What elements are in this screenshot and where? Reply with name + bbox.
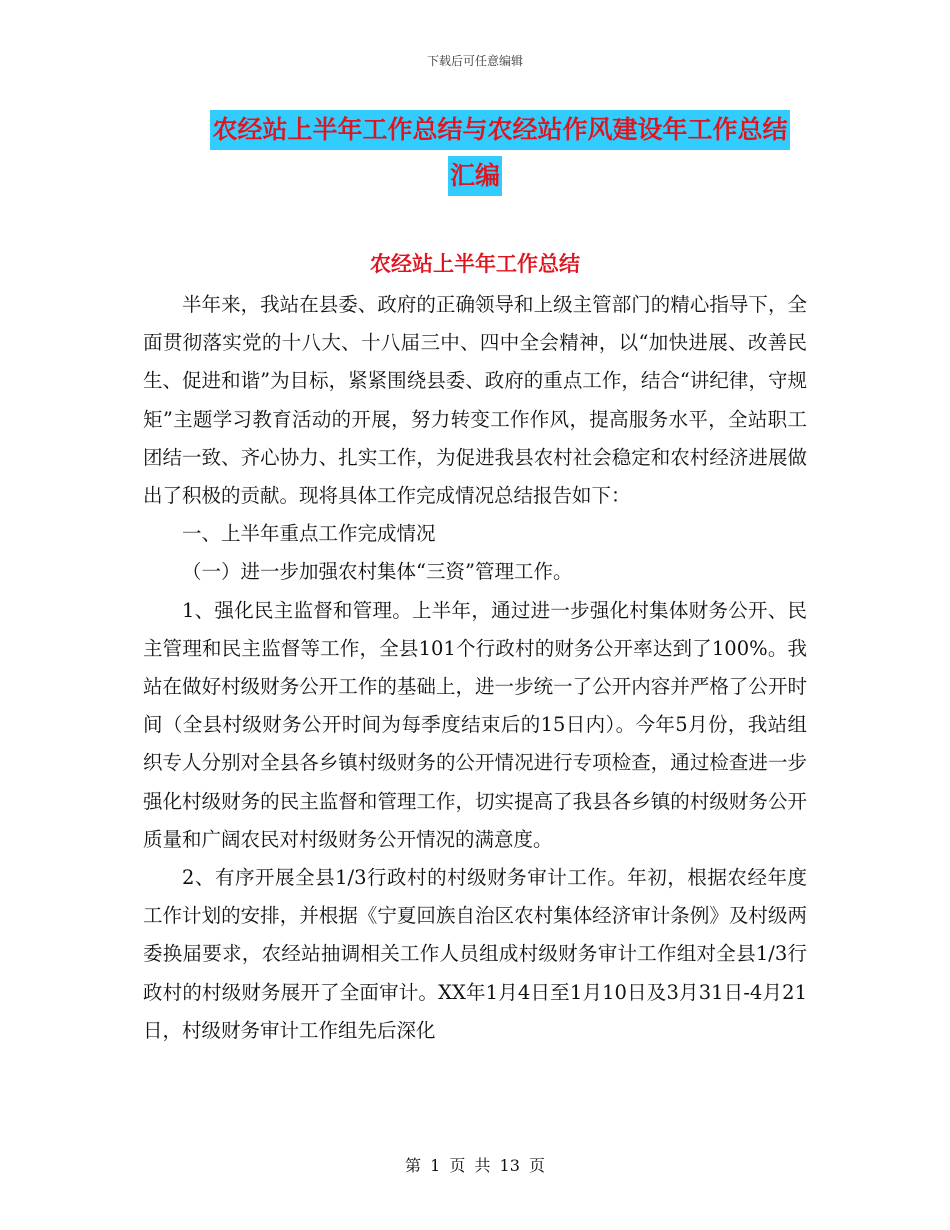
paragraph: （一）进一步加强农村集体“三资”管理工作。 [182, 560, 573, 584]
section-title: 农经站上半年工作总结 [370, 252, 580, 276]
paragraph: 一、上半年重点工作完成情况 [182, 522, 436, 546]
paragraph: 半年来，我站在县委、政府的正确领导和上级主管部门的精心指导下，全面贯彻落实党的十八大、十八届三中、四中全会精神，以“加快进展、改善民生、促进和谐”为目标，紧紧围绕县委、政府的重点工作，结合“讲纪律，守规矩”主题学习教育活动的开展，努力转变工作作风，提高服务水平，全站职工团结一致、齐心协力、扎实工作，为促进我县农村社会稳定和农村经济进展做出了积极的贡献。现将具体工作完成情况总结报告如下： [143, 293, 807, 508]
page-footer: 第 1 页 共 13 页 [405, 1156, 545, 1175]
page-header-note: 下载后可任意编辑 [426, 54, 523, 68]
document-title [0, 110, 950, 202]
title-line-1: 农经站上半年工作总结与农经站作风建设年工作总结 [210, 110, 789, 150]
paragraph: 1、强化民主监督和管理。上半年，通过进一步强化村集体财务公开、民主管理和民主监督等工作，全县101个行政村的财务公开率达到了100%。我站在做好村级财务公开工作的基础上，进一步统一了公开内容并严格了公开时间（全县村级财务公开时间为每季度结束后的15日内）。今年5月份，我站组织专人分别对全县各乡镇村级财务的公开情况进行专项检查，通过检查进一步强化村级财务的民主监督和管理工作，切实提高了我县各乡镇的村级财务公开质量和广阔农民对村级财务公开情况的满意度。 [143, 598, 807, 851]
paragraph: 2、有序开展全县1/3行政村的村级财务审计工作。年初，根据农经年度工作计划的安排，并根据《宁夏回族自治区农村集体经济审计条例》及村级两委换届要求，农经站抽调相关工作人员组成村级财务审计工作组对全县1/3行政村的村级财务展开了全面审计。XX年1月4日至1月10日及3月31日-4月21日，村级财务审计工作组先后深化 [143, 866, 807, 1042]
body-text [143, 286, 807, 1050]
title-line-2: 汇编 [448, 156, 502, 196]
